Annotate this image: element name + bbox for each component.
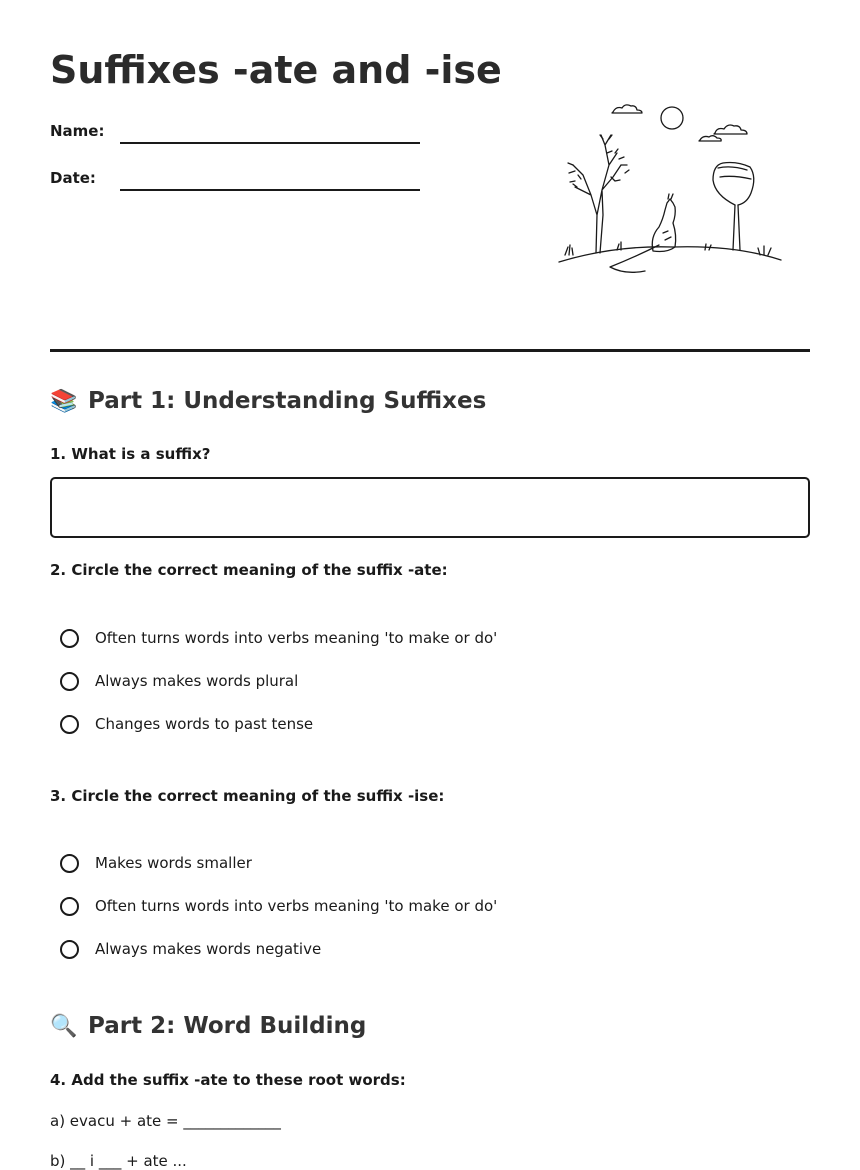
date-label: Date: bbox=[50, 169, 96, 187]
question-3: 3. Circle the correct meaning of the suffix -ise: bbox=[50, 787, 445, 805]
q3-option-3[interactable] bbox=[60, 936, 321, 962]
q1-answer-box[interactable] bbox=[50, 477, 810, 538]
q4-item-a[interactable]: a) evacu + ate = _____________ bbox=[50, 1112, 281, 1130]
page-title: Suffixes -ate and -ise bbox=[50, 48, 502, 92]
magnifying-glass-icon: 🔍 bbox=[50, 1013, 78, 1039]
q2-option-2-text: Always makes words plural bbox=[95, 672, 299, 690]
date-line[interactable] bbox=[120, 189, 420, 191]
question-1: 1. What is a suffix? bbox=[50, 445, 211, 463]
q2-option-1-text: Often turns words into verbs meaning 'to make or do' bbox=[95, 629, 498, 647]
name-label: Name: bbox=[50, 122, 105, 140]
q3-option-3-text: Always makes words negative bbox=[95, 940, 322, 958]
q3-option-2-text: Often turns words into verbs meaning 'to make or do' bbox=[95, 897, 498, 915]
radio-circle-icon[interactable] bbox=[60, 897, 79, 916]
question-2: 2. Circle the correct meaning of the suffix -ate: bbox=[50, 561, 448, 579]
part1-heading bbox=[50, 388, 486, 414]
q3-option-2[interactable] bbox=[60, 893, 497, 919]
radio-circle-icon[interactable] bbox=[60, 854, 79, 873]
part2-title: Part 2: Word Building bbox=[88, 1013, 367, 1039]
q3-option-1-text: Makes words smaller bbox=[95, 854, 252, 872]
q2-option-3-text: Changes words to past tense bbox=[95, 715, 314, 733]
q4-item-b[interactable]: b) __ i ___ + ate ... bbox=[50, 1152, 187, 1170]
part1-title: Part 1: Understanding Suffixes bbox=[88, 388, 487, 414]
section-divider bbox=[50, 349, 810, 352]
name-field bbox=[50, 122, 430, 152]
date-field bbox=[50, 169, 430, 199]
radio-circle-icon[interactable] bbox=[60, 940, 79, 959]
books-icon: 📚 bbox=[50, 388, 78, 414]
part2-heading bbox=[50, 1013, 366, 1039]
q2-option-3[interactable] bbox=[60, 711, 313, 737]
radio-circle-icon[interactable] bbox=[60, 629, 79, 648]
question-4: 4. Add the suffix -ate to these root words: bbox=[50, 1071, 406, 1089]
name-line[interactable] bbox=[120, 142, 420, 144]
q2-option-1[interactable] bbox=[60, 625, 497, 651]
radio-circle-icon[interactable] bbox=[60, 715, 79, 734]
q2-option-2[interactable] bbox=[60, 668, 298, 694]
outback-scene-illustration bbox=[555, 95, 795, 285]
q3-option-1[interactable] bbox=[60, 850, 252, 876]
radio-circle-icon[interactable] bbox=[60, 672, 79, 691]
